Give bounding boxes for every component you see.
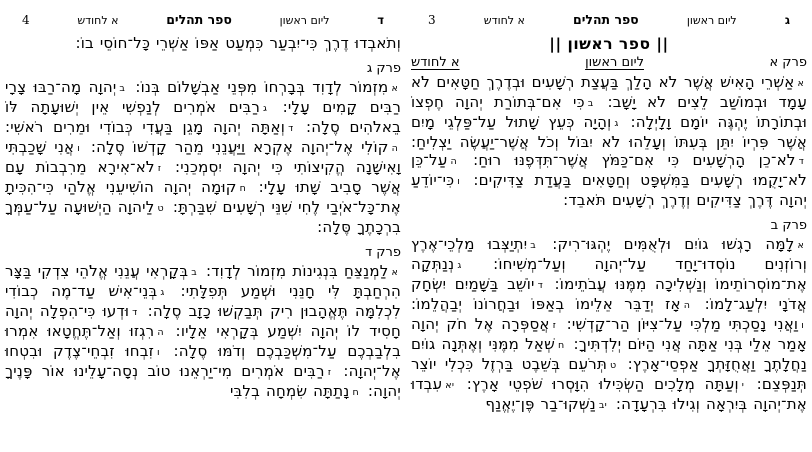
verse-text: עַל־כֵּן לֹא־יָקֻמוּ רְשָׁעִים בַּמִּשְׁפָּט וְחַטָּאִים בַּעֲדַת צַדִּיקִים: bbox=[411, 151, 807, 189]
header-book-title: ספר תהלים bbox=[573, 12, 639, 27]
verse-text: יִתְיַצְּבוּ מַלְכֵי־אֶרֶץ וְרוֹזְנִים נוֹסְדוּ־יָחַד עַל־יְהוָה וְעַל־מְשִׁיחוֹ: bbox=[411, 235, 807, 273]
verse-number: ה bbox=[157, 327, 164, 338]
chapter-heading: פרק ג bbox=[366, 61, 401, 76]
page-number-hebrew: ג bbox=[784, 13, 790, 27]
verse-text: בְּנֵי־אִישׁ עַד־מֶה כְבוֹדִי לִכְלִמָּה תֶּאֱהָבוּן רִיק תְּבַקְשׁוּ כָזָב סֶלָה: bbox=[5, 282, 401, 320]
verse-number: י bbox=[741, 380, 745, 391]
verse-text: שְׁאַל מִמֶּנִּי וְאֶתְּנָה גוֹיִם נַחֲלָתֶךָ וַאֲחֻזָּתְךָ אַפְסֵי־אָרֶץ: bbox=[411, 335, 807, 373]
verse-number: ח bbox=[557, 340, 565, 351]
verse-text: קוֹלִי אֶל־יְהוָה אֶקְרָא וַיַּעֲנֵנִי מֵהַר קָדְשׁוֹ סֶלָה: bbox=[83, 138, 389, 156]
verse-text: אַשְׁרֵי הָאִישׁ אֲשֶׁר לֹא הָלַךְ בַּעֲצַת רְשָׁעִים וּבְדֶרֶךְ חַטָּאִים לֹא עָמָד וּבְמוֹשַׁב לֵצִים לֹא יָשָׁב: bbox=[411, 73, 807, 111]
verse-number: ה bbox=[391, 143, 398, 154]
header-month-label: א לחודש bbox=[77, 14, 119, 27]
page-number-hebrew: ד bbox=[377, 13, 384, 27]
verse-text: רַבִּים אֹמְרִים מִי־יַרְאֵנוּ טוֹב נְסָה־עָלֵינוּ אוֹר פָּנֶיךָ יְהוָה: bbox=[5, 362, 401, 400]
verse-text: נַשְּׁקוּ־בַר פֶּן־יֶאֱנַף bbox=[485, 395, 596, 413]
verse-number: ג bbox=[160, 287, 165, 298]
verse-text: כִּי אִם־בְּתוֹרַת יְהוָה חֶפְצוֹ וּבְתוֹרָתוֹ יֶהְגֶּה יוֹמָם וָלָיְלָה: bbox=[411, 93, 807, 131]
verse-text: נְנַתְּקָה אֶת־מוֹסְרוֹתֵימוֹ וְנַשְׁלִיכָה מִמֶּנּוּ עֲבֹתֵימוֹ: bbox=[411, 255, 807, 293]
header-day-label: ליום ראשון bbox=[686, 14, 737, 27]
verse-number: ז bbox=[327, 367, 332, 378]
verse-number: ד bbox=[288, 123, 294, 134]
verse-number: א bbox=[797, 240, 805, 251]
verse-number: ח bbox=[239, 183, 247, 194]
verse-text: וְהָיָה כְּעֵץ שָׁתוּל עַל־פַּלְגֵי מָיִם אֲשֶׁר פִּרְיוֹ יִתֵּן בְּעִתּוֹ וְעָלֵהוּ לֹא יִבּוֹל וְכֹל אֲשֶׁר־יַעֲשֶׂה יַצְלִיחַ: bbox=[411, 113, 807, 151]
verse-number: ו bbox=[77, 143, 81, 154]
verse-number: יב bbox=[598, 400, 607, 411]
verse-number: יא bbox=[445, 380, 455, 391]
verse-text: וַאֲנִי נָסַכְתִּי מַלְכִּי עַל־צִיּוֹן הַר־קָדְשִׁי: bbox=[559, 315, 799, 333]
verse-number: ח bbox=[352, 387, 359, 398]
verse-text: לֹא־אִירָא מֵרִבְבוֹת עָם אֲשֶׁר סָבִיב שָׁתוּ עָלָי: bbox=[5, 158, 401, 196]
verse-number: ב bbox=[119, 83, 126, 94]
verse-number: ה bbox=[683, 300, 691, 311]
verse-text: לֹא־כֵן הָרְשָׁעִים כִּי אִם־כַּמֹּץ אֲשֶׁר־תִּדְּפֶנּוּ רוּחַ: bbox=[459, 151, 796, 169]
psalm-text bbox=[5, 78, 401, 236]
verse-number: ד bbox=[537, 280, 543, 291]
day-label: ליום ראשון bbox=[585, 55, 644, 70]
verse-text: לַיהוָה הַיְשׁוּעָה עַל־עַמְּךָ בִרְכָתֶךָ סֶּלָה: bbox=[5, 198, 401, 236]
verse-number: ה bbox=[450, 156, 457, 167]
chapter-heading: פרק א bbox=[769, 55, 807, 70]
verse-number: ד bbox=[798, 156, 804, 167]
chapter-header-row bbox=[411, 55, 807, 70]
verse-number: ז bbox=[157, 163, 162, 174]
verse-text: וְאַתָּה יְהוָה מָגֵן בַּעֲדִי כְּבוֹדִי וּמֵרִים רֹאשִׁי: bbox=[5, 118, 286, 136]
page-right-tehillim-3 bbox=[406, 0, 812, 452]
page-left-body bbox=[0, 28, 406, 402]
verse-text: כִּי־יוֹדֵעַ יְהוָה דֶּרֶךְ צַדִּיקִים וְדֶרֶךְ רְשָׁעִים תֹּאבֵד: bbox=[411, 171, 807, 209]
psalm-text bbox=[5, 34, 401, 52]
verse-number: א bbox=[391, 83, 398, 94]
chapter-heading: פרק ד bbox=[365, 245, 401, 260]
page-number-arabic: 3 bbox=[428, 13, 436, 27]
header-month-label: א לחודש bbox=[483, 14, 525, 27]
verse-number: ב bbox=[191, 267, 197, 278]
verse-text: בְּקָרְאִי עֲנֵנִי אֱלֹהֵי צִדְקִי בַּצָּר הִרְחַבְתָּ לִּי חָנֵּנִי וּשְׁמַע תְּפִלָּתִי: bbox=[5, 262, 401, 300]
verse-text: מִזְמוֹר לְדָוִד בְּבָרְחוֹ מִפְּנֵי אַבְשָׁלוֹם בְּנוֹ: bbox=[128, 78, 389, 96]
chapter-heading: פרק ב bbox=[770, 218, 807, 233]
verse-text: לָמָּה רָגְשׁוּ גוֹיִם וּלְאֻמִּים יֶהְגּוּ־רִיק: bbox=[539, 235, 795, 253]
verse-text: אָז יְדַבֵּר אֵלֵימוֹ בְאַפּוֹ וּבַחֲרוֹנוֹ יְבַהֲלֵמוֹ: bbox=[411, 295, 681, 313]
verse-number: ז bbox=[552, 320, 557, 331]
verse-text: אֲסַפְּרָה אֶל חֹק יְהוָה אָמַר אֵלַי בְּנִי אַתָּה אֲנִי הַיּוֹם יְלִדְתִּיךָ: bbox=[411, 315, 808, 353]
verse-text: יְהוָה מָה־רַבּוּ צָרָי רַבִּים קָמִים עָלָי: bbox=[5, 78, 401, 116]
verse-number: ו bbox=[157, 347, 160, 358]
verse-number: ו bbox=[801, 320, 805, 331]
verse-number: ג bbox=[614, 118, 619, 129]
verse-number: ג bbox=[457, 260, 462, 271]
verse-number: ב bbox=[587, 98, 594, 109]
header-book-title: ספר תהלים bbox=[166, 12, 232, 27]
psalm-text bbox=[411, 73, 807, 209]
verse-number: א bbox=[797, 78, 804, 89]
verse-text: וְעַתָּה מְלָכִים הַשְׂכִּילוּ הִוָּסְרוּ שֹׁפְטֵי אָרֶץ: bbox=[457, 375, 739, 393]
verse-number: ט bbox=[157, 203, 164, 214]
verse-number: ב bbox=[530, 240, 536, 251]
verse-text: לַמְנַצֵּחַ בִּנְגִינוֹת מִזְמוֹר לְדָוִד: bbox=[199, 262, 389, 280]
book-section-title: || ספר ראשון || bbox=[549, 35, 669, 53]
verse-text: יוֹשֵׁב בַּשָּׁמַיִם יִשְׂחָק אֲדֹנָי יִלְעַג־לָמוֹ: bbox=[411, 275, 808, 313]
running-header-right bbox=[406, 0, 812, 28]
verse-text: אֲנִי שָׁכַבְתִּי וָאִישָׁנָה הֱקִיצוֹתִי כִּי יְהוָה יִסְמְכֵנִי: bbox=[5, 138, 401, 176]
verse-text: וְתֹאבְדוּ דֶרֶךְ כִּי־יִבְעַר כִּמְעַט אַפּוֹ אַשְׁרֵי כָּל־חוֹסֵי בוֹ: bbox=[75, 34, 401, 52]
verse-text: זִבְחוּ זִבְחֵי־צֶדֶק וּבִטְחוּ אֶל־יְהוָה: bbox=[5, 342, 401, 380]
verse-text: תְּרֹעֵם בְּשֵׁבֶט בַּרְזֶל כִּכְלִי יוֹצֵר תְּנַפְּצֵם: bbox=[411, 355, 807, 393]
month-label: א לחודש bbox=[411, 55, 460, 70]
verse-text: קוּמָה יְהוָה הוֹשִׁיעֵנִי אֱלֹהַי כִּי־הִכִּיתָ אֶת־כָּל־אֹיְבַי לֶחִי שִׁנֵּי רְשָׁעִים שִׁבַּרְתָּ: bbox=[5, 178, 401, 216]
verse-text: נָתַתָּה שִׂמְחָה בְלִבִּי bbox=[230, 382, 350, 400]
verse-text: רִגְזוּ וְאַל־תֶּחֱטָאוּ אִמְרוּ בִלְבַבְכֶם עַל־מִשְׁכַּבְכֶם וְדֹמּוּ סֶלָה: bbox=[5, 322, 402, 360]
verse-number: ד bbox=[132, 307, 138, 318]
verse-text: עִבְדוּ אֶת־יְהוָה בְּיִרְאָה וְגִילוּ בִּרְעָדָה: bbox=[411, 375, 807, 413]
verse-text: רַבִּים אֹמְרִים לְנַפְשִׁי אֵין יְשׁוּעָתָה לּוֹ בֵאלֹהִים סֶלָה: bbox=[5, 98, 401, 136]
verse-number: ו bbox=[457, 176, 461, 187]
page-right-body bbox=[406, 28, 812, 415]
verse-number: ט bbox=[610, 360, 617, 371]
verse-number: א bbox=[391, 267, 398, 278]
verse-number: ג bbox=[263, 103, 268, 114]
verse-text: וּדְעוּ כִּי־הִפְלָה יְהוָה חָסִיד לוֹ יְהוָה יִשְׁמַע בְּקָרְאִי אֵלָיו: bbox=[5, 302, 401, 340]
psalm-text bbox=[411, 235, 807, 415]
psalm-text bbox=[5, 262, 401, 402]
page-number-arabic: 4 bbox=[22, 13, 30, 27]
running-header-left bbox=[0, 0, 406, 28]
header-day-label: ליום ראשון bbox=[279, 14, 330, 27]
